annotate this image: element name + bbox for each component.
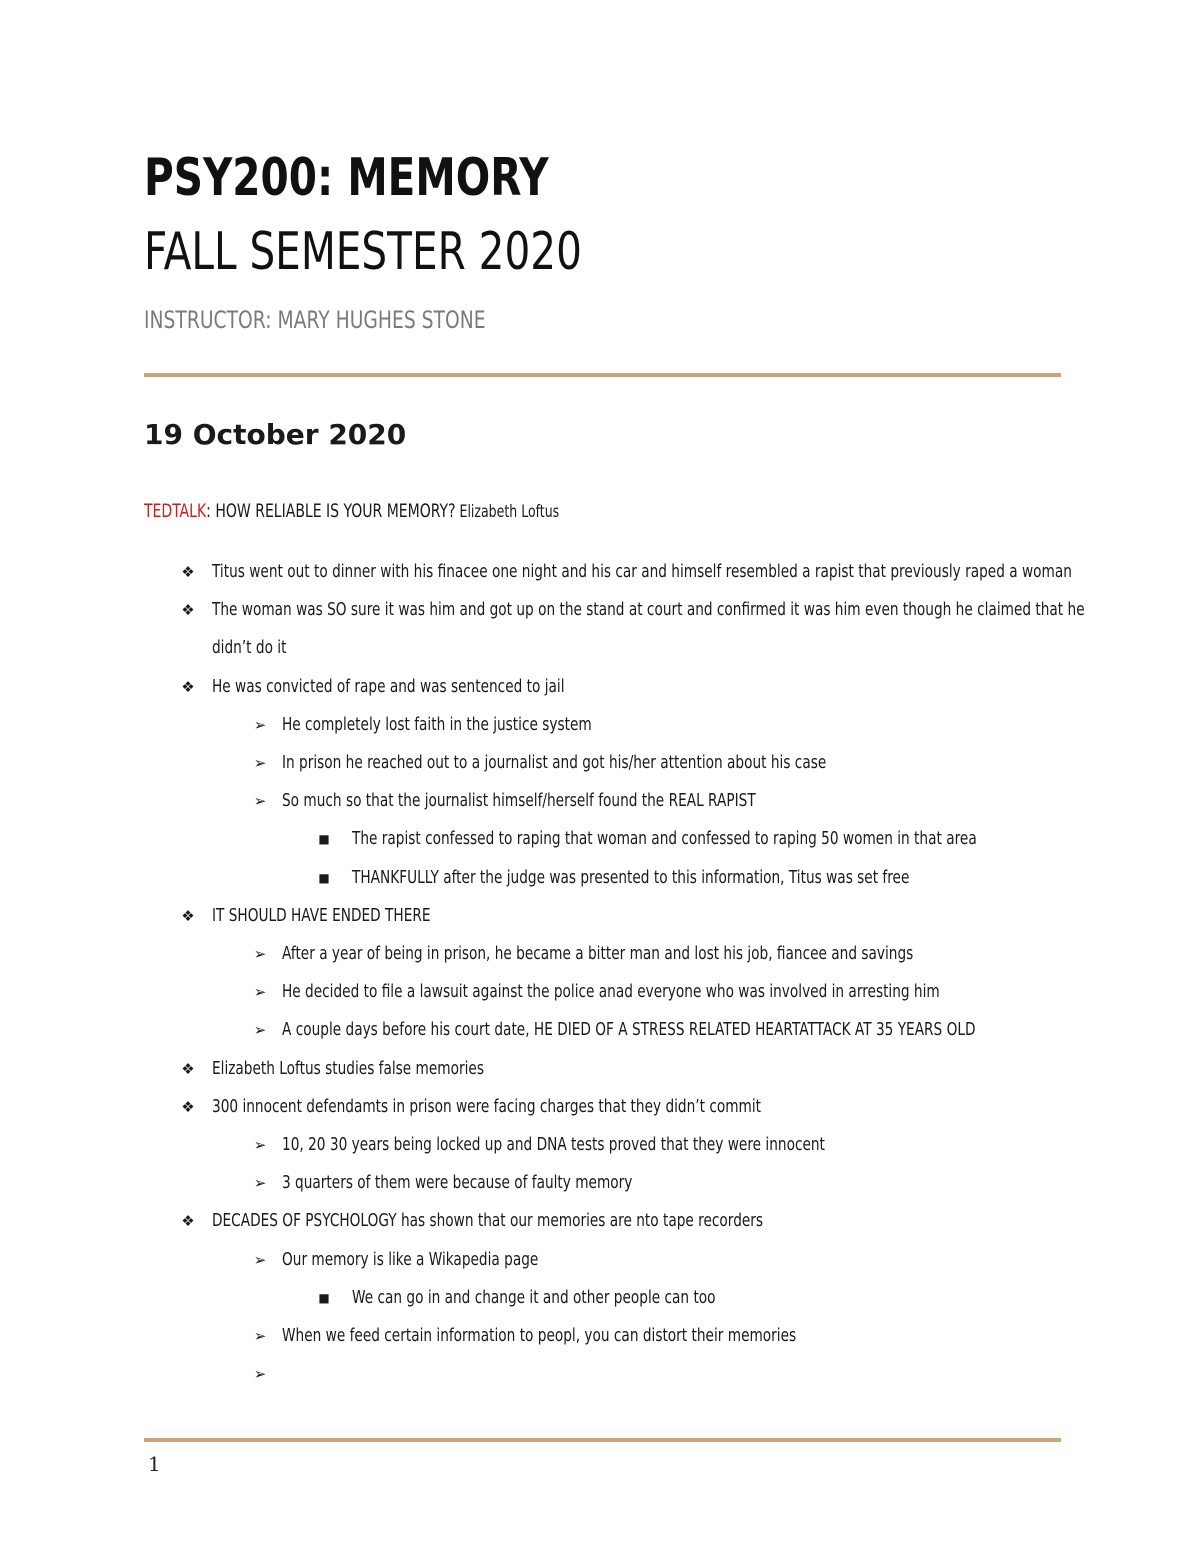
list-item-text: The rapist confessed to raping that woman and confessed to raping 50 women in that area bbox=[352, 828, 977, 849]
header-divider bbox=[144, 373, 1061, 377]
bullet-icon: ➢ bbox=[253, 1365, 267, 1383]
instructor-line: INSTRUCTOR: MARY HUGHES STONE bbox=[144, 306, 486, 334]
tedtalk-label: TEDTALK bbox=[144, 500, 207, 522]
bullet-icon: ❖ bbox=[181, 601, 195, 619]
course-title: PSY200: MEMORY bbox=[144, 148, 549, 208]
list-item-text: Our memory is like a Wikapedia page bbox=[282, 1249, 539, 1270]
bullet-icon: ■ bbox=[318, 1291, 330, 1305]
bullet-icon: ➢ bbox=[253, 792, 267, 810]
bullet-icon: ➢ bbox=[253, 945, 267, 963]
bullet-icon: ❖ bbox=[181, 1212, 195, 1230]
list-item-text: IT SHOULD HAVE ENDED THERE bbox=[212, 905, 431, 926]
bullet-icon: ➢ bbox=[253, 716, 267, 734]
list-item-text: So much so that the journalist himself/herself found the REAL RAPIST bbox=[282, 790, 756, 811]
bullet-icon: ❖ bbox=[181, 678, 195, 696]
footer-divider bbox=[144, 1438, 1061, 1442]
bullet-icon: ■ bbox=[318, 871, 330, 885]
list-item-text: He decided to file a lawsuit against the police anad everyone who was involved in arresting him bbox=[282, 981, 940, 1002]
bullet-icon: ❖ bbox=[181, 907, 195, 925]
list-item-text: He completely lost faith in the justice system bbox=[282, 714, 592, 735]
course-term: FALL SEMESTER 2020 bbox=[144, 222, 582, 282]
list-item-text: When we feed certain information to peopl, you can distort their memories bbox=[282, 1325, 797, 1346]
bullet-icon: ➢ bbox=[253, 1327, 267, 1345]
tedtalk-line bbox=[144, 500, 559, 522]
list-item-text: He was convicted of rape and was sentenced to jail bbox=[212, 676, 565, 697]
list-item-text: After a year of being in prison, he became a bitter man and lost his job, fiancee and savings bbox=[282, 943, 914, 964]
bullet-icon: ➢ bbox=[253, 754, 267, 772]
bullet-icon: ➢ bbox=[253, 1136, 267, 1154]
bullet-icon: ❖ bbox=[181, 1060, 195, 1078]
bullet-icon: ■ bbox=[318, 832, 330, 846]
list-item-text: A couple days before his court date, HE DIED OF A STRESS RELATED HEARTATTACK AT 35 YEARS OLD bbox=[282, 1019, 976, 1040]
list-item-text: didn’t do it bbox=[212, 637, 287, 658]
bullet-icon: ❖ bbox=[181, 563, 195, 581]
list-item-text: Elizabeth Loftus studies false memories bbox=[212, 1058, 484, 1079]
bullet-icon: ➢ bbox=[253, 1174, 267, 1192]
date-heading: 19 October 2020 bbox=[144, 418, 407, 451]
list-item-text: Titus went out to dinner with his finacee one night and his car and himself resembled a rapist that previously raped a woman bbox=[212, 561, 1072, 582]
list-item-text: 300 innocent defendamts in prison were facing charges that they didn’t commit bbox=[212, 1096, 762, 1117]
bullet-icon: ➢ bbox=[253, 1021, 267, 1039]
tedtalk-colon: : bbox=[206, 500, 211, 522]
list-item-text: The woman was SO sure it was him and got up on the stand at court and confirmed it was him even though he claimed that he bbox=[212, 599, 1085, 620]
list-item-text: 3 quarters of them were because of faulty memory bbox=[282, 1172, 633, 1193]
page-number: 1 bbox=[148, 1452, 161, 1476]
list-item-text: THANKFULLY after the judge was presented to this information, Titus was set free bbox=[352, 867, 910, 888]
list-item-text: In prison he reached out to a journalist and got his/her attention about his case bbox=[282, 752, 827, 773]
bullet-icon: ➢ bbox=[253, 1251, 267, 1269]
bullet-icon: ❖ bbox=[181, 1098, 195, 1116]
tedtalk-title: HOW RELIABLE IS YOUR MEMORY? bbox=[210, 500, 456, 522]
list-item-text: DECADES OF PSYCHOLOGY has shown that our memories are nto tape recorders bbox=[212, 1210, 764, 1231]
bullet-icon: ➢ bbox=[253, 983, 267, 1001]
list-item-text: 10, 20 30 years being locked up and DNA tests proved that they were innocent bbox=[282, 1134, 825, 1155]
list-item-text: We can go in and change it and other people can too bbox=[352, 1287, 716, 1308]
tedtalk-speaker: Elizabeth Loftus bbox=[455, 502, 560, 522]
